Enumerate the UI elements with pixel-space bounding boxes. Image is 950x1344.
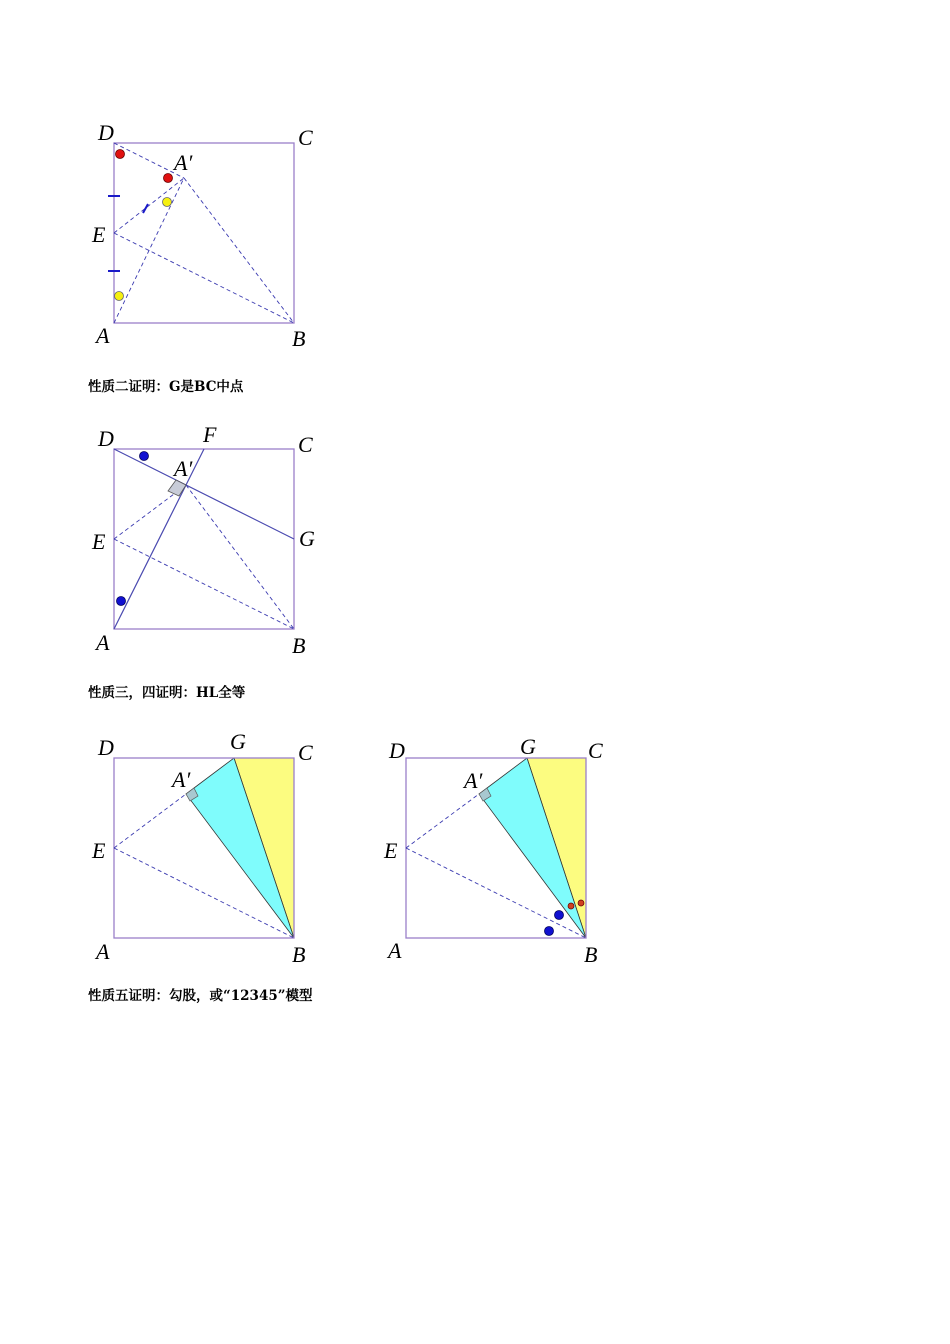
label-a: A bbox=[96, 323, 110, 348]
label-a: A bbox=[388, 938, 402, 963]
label-g: G bbox=[299, 526, 315, 551]
label-d: D bbox=[98, 735, 114, 760]
label-d: D bbox=[98, 426, 114, 451]
label-g: G bbox=[520, 734, 536, 759]
label-c: C bbox=[298, 432, 313, 457]
red-angle-marker bbox=[578, 900, 584, 906]
label-d: D bbox=[98, 120, 114, 145]
label-d: D bbox=[389, 738, 405, 763]
label-a: A bbox=[96, 630, 110, 655]
label-a-prime: A′ bbox=[174, 150, 193, 175]
label-e: E bbox=[92, 529, 106, 554]
label-b: B bbox=[292, 633, 306, 658]
label-e: E bbox=[92, 222, 106, 247]
label-e: E bbox=[384, 838, 398, 863]
red-angle-marker bbox=[568, 903, 574, 909]
label-a-prime: A′ bbox=[172, 767, 191, 792]
label-e: E bbox=[92, 838, 106, 863]
caption-property-2: 性质二证明：G是BC中点 bbox=[88, 379, 244, 395]
label-a-prime: A′ bbox=[174, 456, 193, 481]
label-a-prime: A′ bbox=[464, 768, 483, 793]
label-f: F bbox=[203, 422, 217, 447]
label-g: G bbox=[230, 729, 246, 754]
segment-e-a-prime bbox=[406, 794, 479, 848]
blue-angle-marker bbox=[555, 911, 564, 920]
blue-angle-marker bbox=[545, 927, 554, 936]
label-a: A bbox=[96, 939, 110, 964]
caption-property-3-4: 性质三，四证明：HL全等 bbox=[88, 685, 246, 701]
label-c: C bbox=[588, 738, 603, 763]
caption-property-5: 性质五证明：勾股，或“12345”模型 bbox=[88, 988, 313, 1004]
label-b: B bbox=[292, 942, 306, 967]
label-b: B bbox=[584, 942, 598, 967]
label-c: C bbox=[298, 740, 313, 765]
label-b: B bbox=[292, 326, 306, 351]
label-c: C bbox=[298, 125, 313, 150]
